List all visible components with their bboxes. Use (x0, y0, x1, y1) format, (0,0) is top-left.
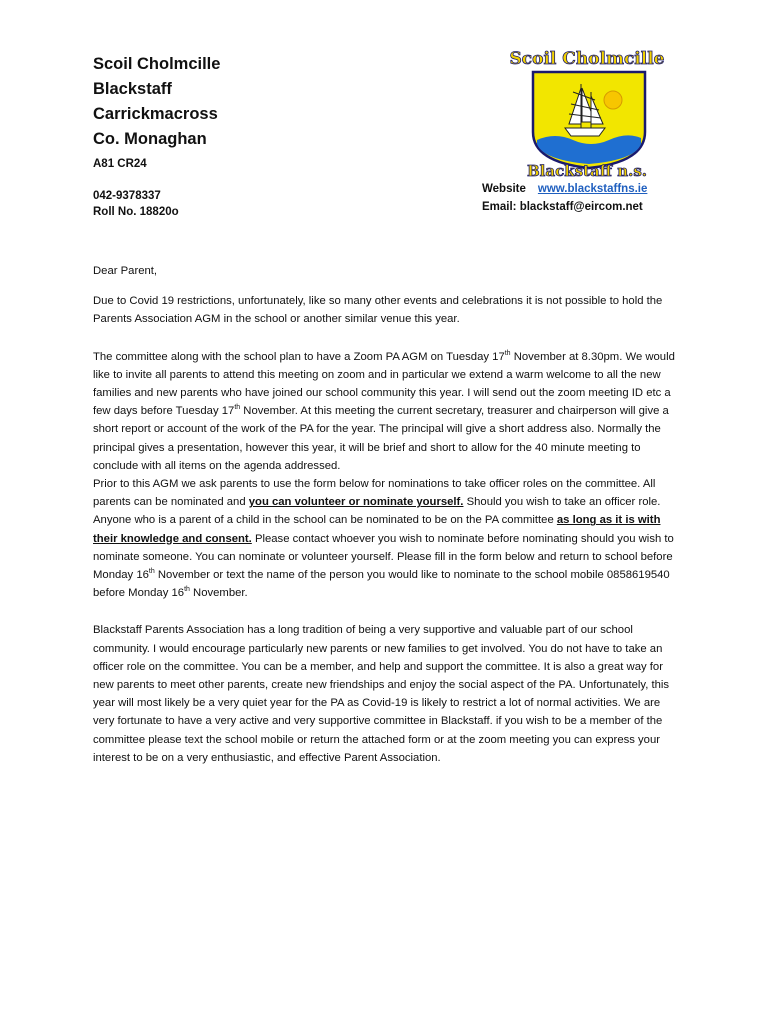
paragraph-zoom-agm: The committee along with the school plan to have a Zoom PA AGM on Tuesday 17th November at 8.30pm. We would like to invite all parents to attend this meeting on zoom and in particular we extend a warm welcome to all the new families and new parents who have joined our school community this year. I will send out the zoom meeting ID etc a few days before Tuesday 17th November. At this meeting the current secretary, treasurer and chairperson will give a short report or account of the work of the PA for the year. The principal will give a short address also. Normally the principal gives a presentation, however this year, it will be brief and short to allow for the 40 minute meeting to conclude with all items on the agenda addressed. (93, 349, 675, 472)
school-name: Scoil Cholmcille (93, 55, 221, 73)
eircode: A81 CR24 (93, 158, 147, 170)
school-address (93, 52, 220, 220)
paragraph-covid: Due to Covid 19 restrictions, unfortunately, like so many other events and celebrations it is not possible to hold the Parents Association AGM in the school or another similar venue this year. (93, 295, 663, 326)
volunteer-emphasis: you can volunteer or nominate yourself. (248, 496, 464, 509)
consent-emphasis: as long as it is with their knowledge and consent. (93, 514, 661, 545)
logo-top-text: Scoil Cholmcille (509, 49, 665, 69)
contact-info (482, 180, 647, 216)
address-line-4: Co. Monaghan (93, 130, 207, 148)
logo-bottom-text: Blackstaff n.s. (526, 162, 648, 180)
paragraph-nominations: Prior to this AGM we ask parents to use the form below for nominations to take officer roles on the committee. All parents can be nominated and you can volunteer or nominate yourself. Should you wish to take an officer role. Anyone who is a parent of a child in the school can be nominated to be on the PA committee as long as it is with their knowledge and consent. Please contact whoever you wish to nominate before nominating should you wish to nominate someone. You can nominate or volunteer yourself. Please fill in the form below and return to school before Monday 16th November or text the name of the person you would like to nominate to the school mobile 0858619540 before Monday 16th November. (93, 478, 674, 600)
paragraph-tradition: Blackstaff Parents Association has a long tradition of being a very supportive and valuable part of our school community. I would encourage particularly new parents or new families to get involved. You do not have to take an officer role on the committee. You can be a member, and help and support the committee. It is also a great way for new parents to meet other parents, create new friendships and enjoy the social aspect of the PA. Unfortunately, this year will most likely be a very quiet year for the PA as Covid-19 is likely to restrict a lot of normal activities. We are very fortunate to have a very active and very supportive committee in Blackstaff. if you wish to be a member of the committee please text the school mobile or return the attached form or at the zoom meeting you can express your interest to be on a very enthusiastic, and effective Parent Association. (93, 624, 670, 764)
website-link[interactable]: www.blackstaffns.ie (537, 183, 648, 195)
sun-icon (604, 91, 622, 109)
website-label: Website (482, 183, 526, 195)
address-line-2: Blackstaff (93, 80, 172, 98)
roll-number: Roll No. 18820o (93, 206, 179, 218)
address-line-3: Carrickmacross (93, 105, 218, 123)
letter-body (93, 262, 683, 767)
greeting: Dear Parent, (93, 265, 158, 277)
school-crest-logo (495, 44, 680, 180)
email-line: Email: blackstaff@eircom.net (482, 201, 643, 213)
phone-number: 042-9378337 (93, 190, 161, 202)
